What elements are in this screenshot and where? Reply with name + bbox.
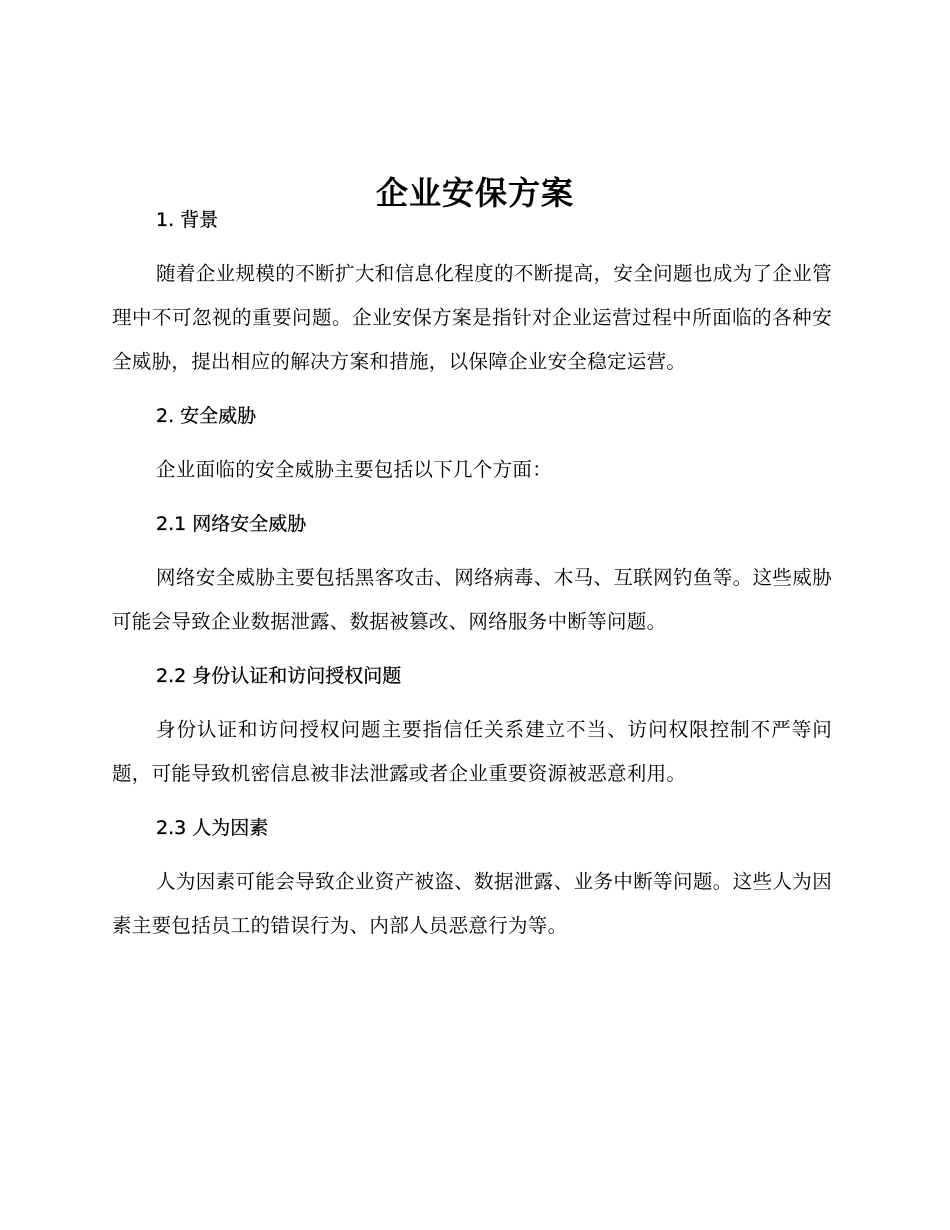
section-heading: 2.3 人为因素	[156, 817, 269, 839]
section-paragraph: 网络安全威胁主要包括黑客攻击、网络病毒、木马、互联网钓鱼等。这些威胁可能会导致企业数据泄露、数据被篡改、网络服务中断等问题。	[112, 566, 832, 633]
document-title: 企业安保方案	[375, 174, 574, 213]
section-human-factors	[112, 806, 832, 948]
section-heading: 2.2 身份认证和访问授权问题	[156, 665, 402, 687]
section-paragraph: 随着企业规模的不断扩大和信息化程度的不断提高，安全问题也成为了企业管理中不可忽视的重要问题。企业安保方案是指针对企业运营过程中所面临的各种安全威胁，提出相应的解决方案和措施，以保障企业安全稳定运营。	[112, 262, 832, 373]
section-identity-access	[112, 654, 832, 796]
section-heading: 2. 安全威胁	[156, 405, 257, 427]
section-network-threats	[112, 502, 832, 644]
section-heading: 1. 背景	[156, 209, 219, 231]
section-paragraph: 身份认证和访问授权问题主要指信任关系建立不当、访问权限控制不严等问题，可能导致机密信息被非法泄露或者企业重要资源被恶意利用。	[112, 718, 832, 785]
section-heading: 2.1 网络安全威胁	[156, 513, 307, 535]
section-paragraph: 企业面临的安全威胁主要包括以下几个方面：	[156, 458, 553, 481]
section-background	[112, 198, 832, 384]
document-body	[112, 198, 832, 948]
section-security-threats	[112, 394, 832, 492]
section-paragraph: 人为因素可能会导致企业资产被盗、数据泄露、业务中断等问题。这些人为因素主要包括员工的错误行为、内部人员恶意行为等。	[112, 870, 832, 937]
